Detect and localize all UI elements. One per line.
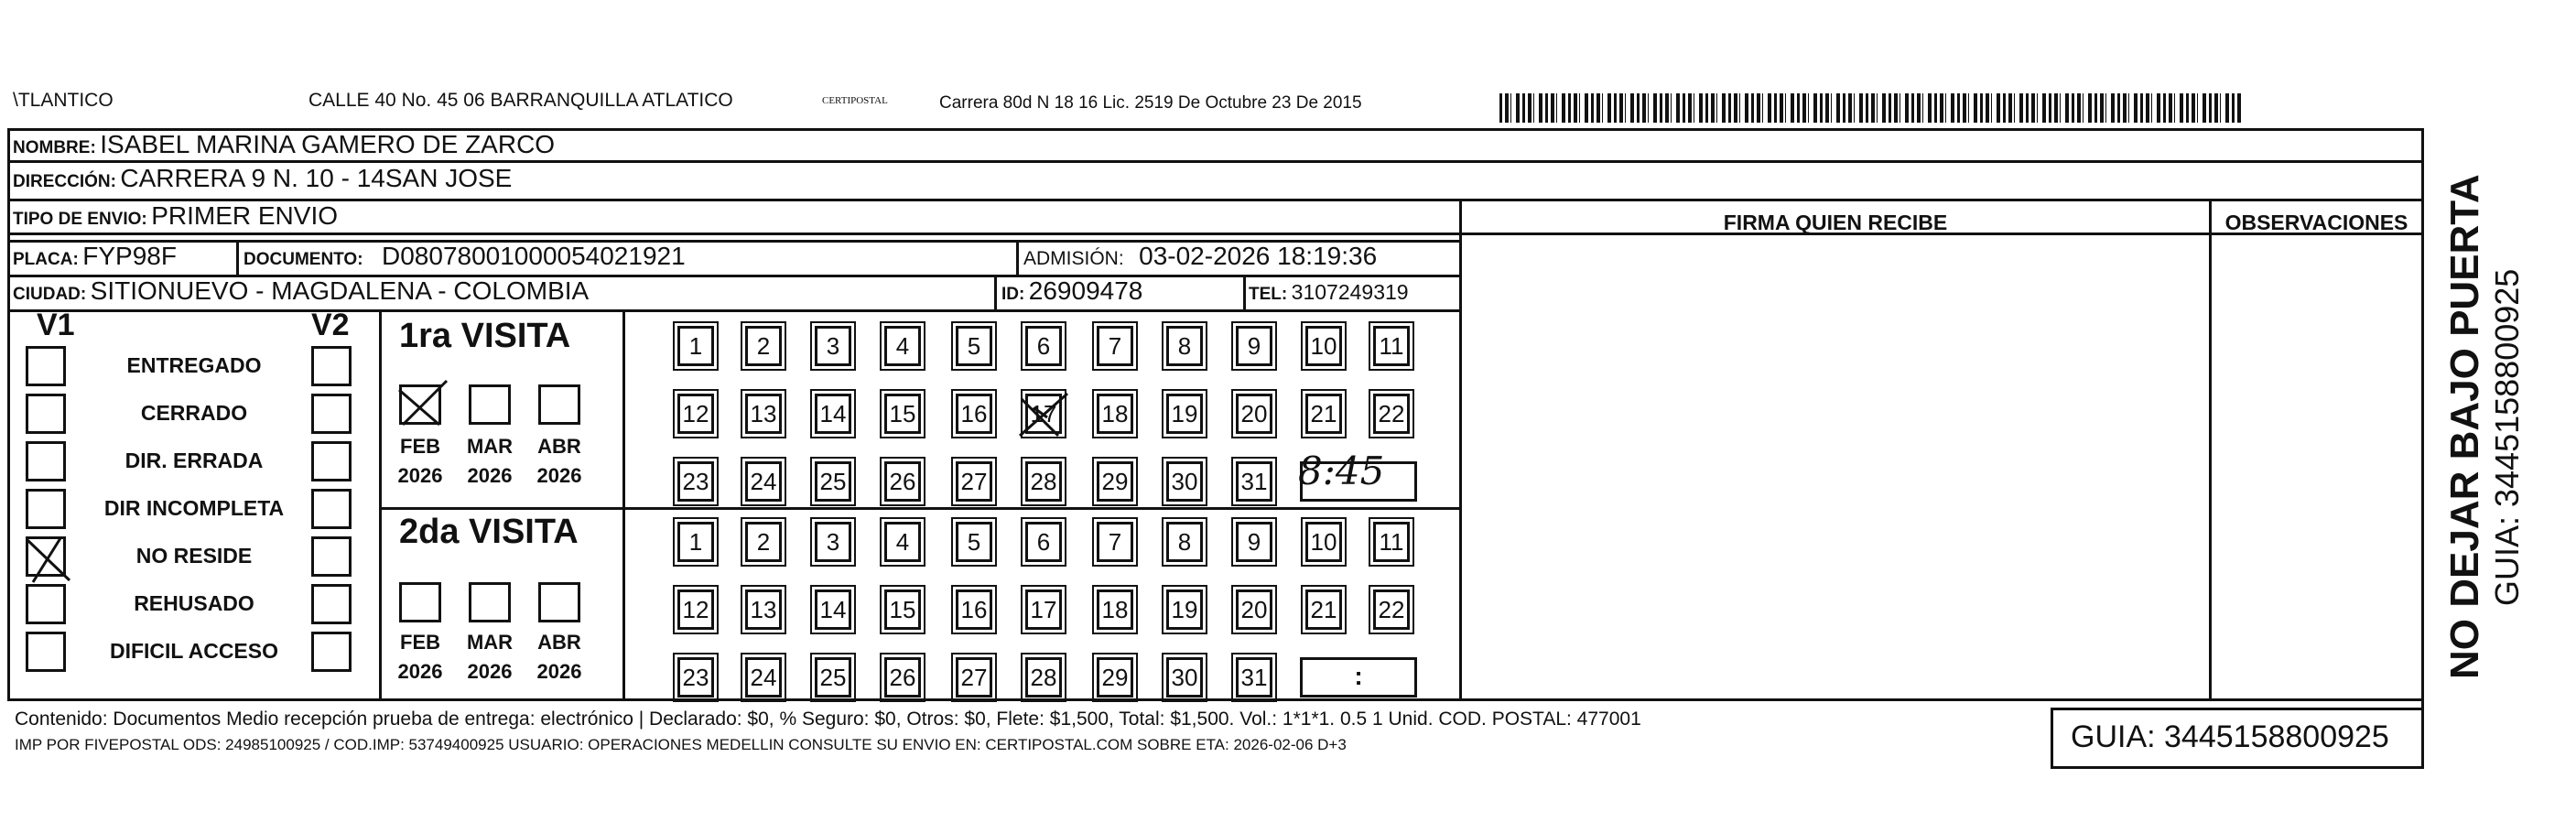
side-warning: NO DEJAR BAJO PUERTA: [2442, 174, 2487, 679]
firma-header: FIRMA QUIEN RECIBE: [1723, 211, 1948, 234]
direccion-row: [13, 164, 512, 193]
first-visit-day-12[interactable]: 12: [677, 394, 714, 434]
first-visit-day-31[interactable]: 31: [1236, 461, 1272, 502]
second-visit-day-30[interactable]: 30: [1166, 657, 1203, 698]
first-visit-day-19[interactable]: 19: [1166, 394, 1203, 434]
placa-value: FYP98F: [82, 242, 177, 270]
tel-value: 3107249319: [1291, 280, 1409, 304]
year-label: 2026: [536, 660, 582, 683]
second-visit-day-28[interactable]: 28: [1025, 657, 1062, 698]
second-visit-day-8[interactable]: 8: [1166, 522, 1203, 562]
second-visit-month-checkbox[interactable]: [469, 582, 511, 622]
year-label: 2026: [467, 660, 513, 683]
admision-row: [1023, 242, 1377, 271]
obs-divider: [2209, 199, 2212, 700]
first-visit-month-checkbox[interactable]: [469, 384, 511, 425]
side-guia: GUIA: 3445158800925: [2488, 268, 2526, 606]
status-v1-checkbox[interactable]: [26, 632, 66, 672]
second-visit-day-27[interactable]: 27: [956, 657, 992, 698]
second-visit-day-19[interactable]: 19: [1166, 589, 1203, 630]
month-label: FEB: [400, 631, 440, 654]
first-visit-day-25[interactable]: 25: [815, 461, 851, 502]
second-visit-day-9[interactable]: 9: [1236, 522, 1272, 562]
status-label: REHUSADO: [134, 591, 254, 615]
tipo-value: PRIMER ENVIO: [151, 201, 339, 230]
first-visit-day-21[interactable]: 21: [1305, 394, 1342, 434]
first-visit-day-20[interactable]: 20: [1236, 394, 1272, 434]
second-visit-day-6[interactable]: 6: [1025, 522, 1062, 562]
frame-left: [7, 128, 10, 700]
second-visit-day-2[interactable]: 2: [745, 522, 782, 562]
second-visit-month-checkbox[interactable]: [399, 582, 441, 622]
second-visit-time-box[interactable]: :: [1300, 657, 1417, 698]
guia-footer: GUIA: 3445158800925: [2071, 719, 2389, 754]
documento-row: [244, 242, 686, 271]
first-visit-day-6[interactable]: 6: [1025, 326, 1062, 366]
row-line-bottom: [7, 698, 2424, 701]
placa-row: [13, 242, 177, 271]
first-visit-month-checkbox[interactable]: [538, 384, 580, 425]
month-label: ABR: [537, 631, 581, 654]
month-label: ABR: [537, 435, 581, 458]
first-visit-day-9[interactable]: 9: [1236, 326, 1272, 366]
second-visit-day-26[interactable]: 26: [884, 657, 921, 698]
guia-box-left: [2051, 708, 2053, 769]
first-visit-day-27[interactable]: 27: [956, 461, 992, 502]
year-label: 2026: [536, 464, 582, 487]
placa-divider: [236, 240, 239, 275]
first-visit-day-7[interactable]: 7: [1097, 326, 1133, 366]
status-v1-checkbox[interactable]: [26, 584, 66, 624]
first-visit-day-22[interactable]: 22: [1373, 394, 1410, 434]
second-visit-day-14[interactable]: 14: [815, 589, 851, 630]
second-visit-day-31[interactable]: 31: [1236, 657, 1272, 698]
tel-label: TEL:: [1249, 285, 1288, 304]
second-visit-day-12[interactable]: 12: [677, 589, 714, 630]
first-visit-title: 1ra VISITA: [399, 317, 571, 355]
second-visit-day-25[interactable]: 25: [815, 657, 851, 698]
first-visit-day-30[interactable]: 30: [1166, 461, 1203, 502]
status-v2-checkbox[interactable]: [311, 536, 352, 577]
first-visit-day-15[interactable]: 15: [884, 394, 921, 434]
first-visit-day-5[interactable]: 5: [956, 326, 992, 366]
ciudad-value: SITIONUEVO - MAGDALENA - COLOMBIA: [90, 276, 590, 305]
status-label: CERRADO: [140, 401, 248, 425]
month-label: MAR: [466, 435, 514, 458]
second-visit-day-11[interactable]: 11: [1373, 522, 1410, 562]
first-visit-day-18[interactable]: 18: [1097, 394, 1133, 434]
month-label: FEB: [400, 435, 440, 458]
first-visit-day-17[interactable]: 17: [1025, 394, 1062, 434]
second-visit-day-3[interactable]: 3: [815, 522, 851, 562]
visits-middle-line: [379, 507, 1461, 510]
status-v1-checkbox[interactable]: [26, 394, 66, 434]
first-visit-day-8[interactable]: 8: [1166, 326, 1203, 366]
second-visit-day-20[interactable]: 20: [1236, 589, 1272, 630]
status-v2-checkbox[interactable]: [311, 346, 352, 386]
second-visit-day-29[interactable]: 29: [1097, 657, 1133, 698]
first-visit-day-3[interactable]: 3: [815, 326, 851, 366]
id-label: ID:: [1001, 285, 1025, 304]
second-visit-day-17[interactable]: 17: [1025, 589, 1062, 630]
second-visit-day-15[interactable]: 15: [884, 589, 921, 630]
nombre-label: NOMBRE:: [13, 138, 96, 157]
year-label: 2026: [397, 464, 443, 487]
status-v1-checkbox[interactable]: [26, 441, 66, 481]
second-visit-month-checkbox[interactable]: [538, 582, 580, 622]
direccion-value: CARRERA 9 N. 10 - 14SAN JOSE: [120, 164, 513, 192]
id-divider: [994, 275, 997, 309]
license-text: Carrera 80d N 18 16 Lic. 2519 De Octubre 23 De 2015: [939, 93, 1362, 113]
observaciones-header: OBSERVACIONES: [2224, 211, 2408, 234]
second-visit-day-18[interactable]: 18: [1097, 589, 1133, 630]
status-label: NO RESIDE: [135, 544, 253, 568]
first-visit-day-14[interactable]: 14: [815, 394, 851, 434]
frame-right: [2421, 128, 2424, 769]
status-label: DIFICIL ACCESO: [109, 639, 278, 663]
placa-label: PLACA:: [13, 250, 79, 269]
direccion-label: DIRECCIÓN:: [13, 172, 116, 191]
contenido-text: Contenido: Documentos Medio recepción prueba de entrega: electrónico | Declarado: $0, % Seguro: $0, Otros: $0, Flete: $1,500, Total: $1,500. Vol.: 1*1*1. 0.5 1 Unid. COD. POSTAL: 477001: [15, 708, 1641, 730]
status-divider: [379, 309, 382, 698]
status-label: DIR INCOMPLETA: [103, 496, 285, 520]
second-visit-day-1[interactable]: 1: [677, 522, 714, 562]
time-handwritten: 8:45: [1298, 449, 1385, 493]
status-v2-checkbox[interactable]: [311, 489, 352, 529]
first-visit-day-29[interactable]: 29: [1097, 461, 1133, 502]
certipostal-logo: CERTIPOSTAL: [822, 95, 888, 106]
status-v1-checkbox[interactable]: [26, 346, 66, 386]
first-visit-day-28[interactable]: 28: [1025, 461, 1062, 502]
tel-row: [1249, 280, 1409, 305]
first-visit-day-16[interactable]: 16: [956, 394, 992, 434]
tel-divider: [1243, 275, 1246, 309]
year-label: 2026: [397, 660, 443, 683]
status-v1-checkbox[interactable]: [26, 536, 66, 577]
admision-label: ADMISIÓN:: [1023, 248, 1124, 269]
first-visit-day-24[interactable]: 24: [745, 461, 782, 502]
row-line-1: [7, 160, 2424, 163]
second-visit-day-22[interactable]: 22: [1373, 589, 1410, 630]
id-value: 26909478: [1028, 276, 1143, 305]
admision-divider: [1016, 240, 1019, 275]
second-visit-day-10[interactable]: 10: [1305, 522, 1342, 562]
row-line-2: [7, 199, 2424, 201]
second-visit-day-13[interactable]: 13: [745, 589, 782, 630]
second-visit-day-21[interactable]: 21: [1305, 589, 1342, 630]
first-visit-month-checkbox[interactable]: [399, 384, 441, 425]
second-visit-day-16[interactable]: 16: [956, 589, 992, 630]
tipo-label: TIPO DE ENVIO:: [13, 210, 147, 229]
status-label: DIR. ERRADA: [124, 449, 264, 472]
month-label: MAR: [466, 631, 514, 654]
barcode: [1499, 93, 2241, 123]
status-v2-checkbox[interactable]: [311, 584, 352, 624]
second-visit-title: 2da VISITA: [399, 513, 579, 551]
first-visit-day-2[interactable]: 2: [745, 326, 782, 366]
v2-header: V2: [311, 308, 350, 342]
nombre-row: [13, 130, 555, 159]
row-line-6: [7, 309, 1461, 312]
ciudad-row: [13, 276, 589, 306]
first-visit-day-11[interactable]: 11: [1373, 326, 1410, 366]
status-label: ENTREGADO: [126, 353, 262, 377]
guia-box-bottom: [2051, 766, 2424, 769]
documento-label: DOCUMENTO:: [244, 250, 363, 269]
firma-divider: [1459, 199, 1462, 700]
status-v2-checkbox[interactable]: [311, 632, 352, 672]
first-visit-day-10[interactable]: 10: [1305, 326, 1342, 366]
documento-value: D08078001000054021921: [382, 242, 686, 270]
first-visit-day-23[interactable]: 23: [677, 461, 714, 502]
admision-value: 03-02-2026 18:19:36: [1139, 242, 1378, 270]
status-v1-checkbox[interactable]: [26, 489, 66, 529]
tipo-row: [13, 201, 338, 231]
ciudad-label: CIUDAD:: [13, 285, 87, 304]
status-v2-checkbox[interactable]: [311, 394, 352, 434]
sender-address: CALLE 40 No. 45 06 BARRANQUILLA ATLATICO: [308, 90, 733, 111]
second-visit-day-24[interactable]: 24: [745, 657, 782, 698]
id-row: [1001, 276, 1142, 306]
guia-box-top: [2051, 708, 2424, 710]
nombre-value: ISABEL MARINA GAMERO DE ZARCO: [100, 130, 556, 158]
visits-divider: [622, 309, 625, 698]
v1-header: V1: [37, 308, 75, 342]
status-v2-checkbox[interactable]: [311, 441, 352, 481]
second-visit-day-5[interactable]: 5: [956, 522, 992, 562]
first-visit-day-13[interactable]: 13: [745, 394, 782, 434]
imp-text: IMP POR FIVEPOSTAL ODS: 24985100925 / COD.IMP: 53749400925 USUARIO: OPERACIONES MEDELLIN CONSULTE SU ENVIO EN: CERTIPOSTAL.COM SOBRE ETA: 2026-02-06 D+3: [15, 736, 1347, 753]
second-visit-day-23[interactable]: 23: [677, 657, 714, 698]
first-visit-day-26[interactable]: 26: [884, 461, 921, 502]
region-text: \TLANTICO: [13, 90, 114, 111]
first-visit-day-1[interactable]: 1: [677, 326, 714, 366]
second-visit-day-7[interactable]: 7: [1097, 522, 1133, 562]
year-label: 2026: [467, 464, 513, 487]
first-visit-day-4[interactable]: 4: [884, 326, 921, 366]
second-visit-day-4[interactable]: 4: [884, 522, 921, 562]
